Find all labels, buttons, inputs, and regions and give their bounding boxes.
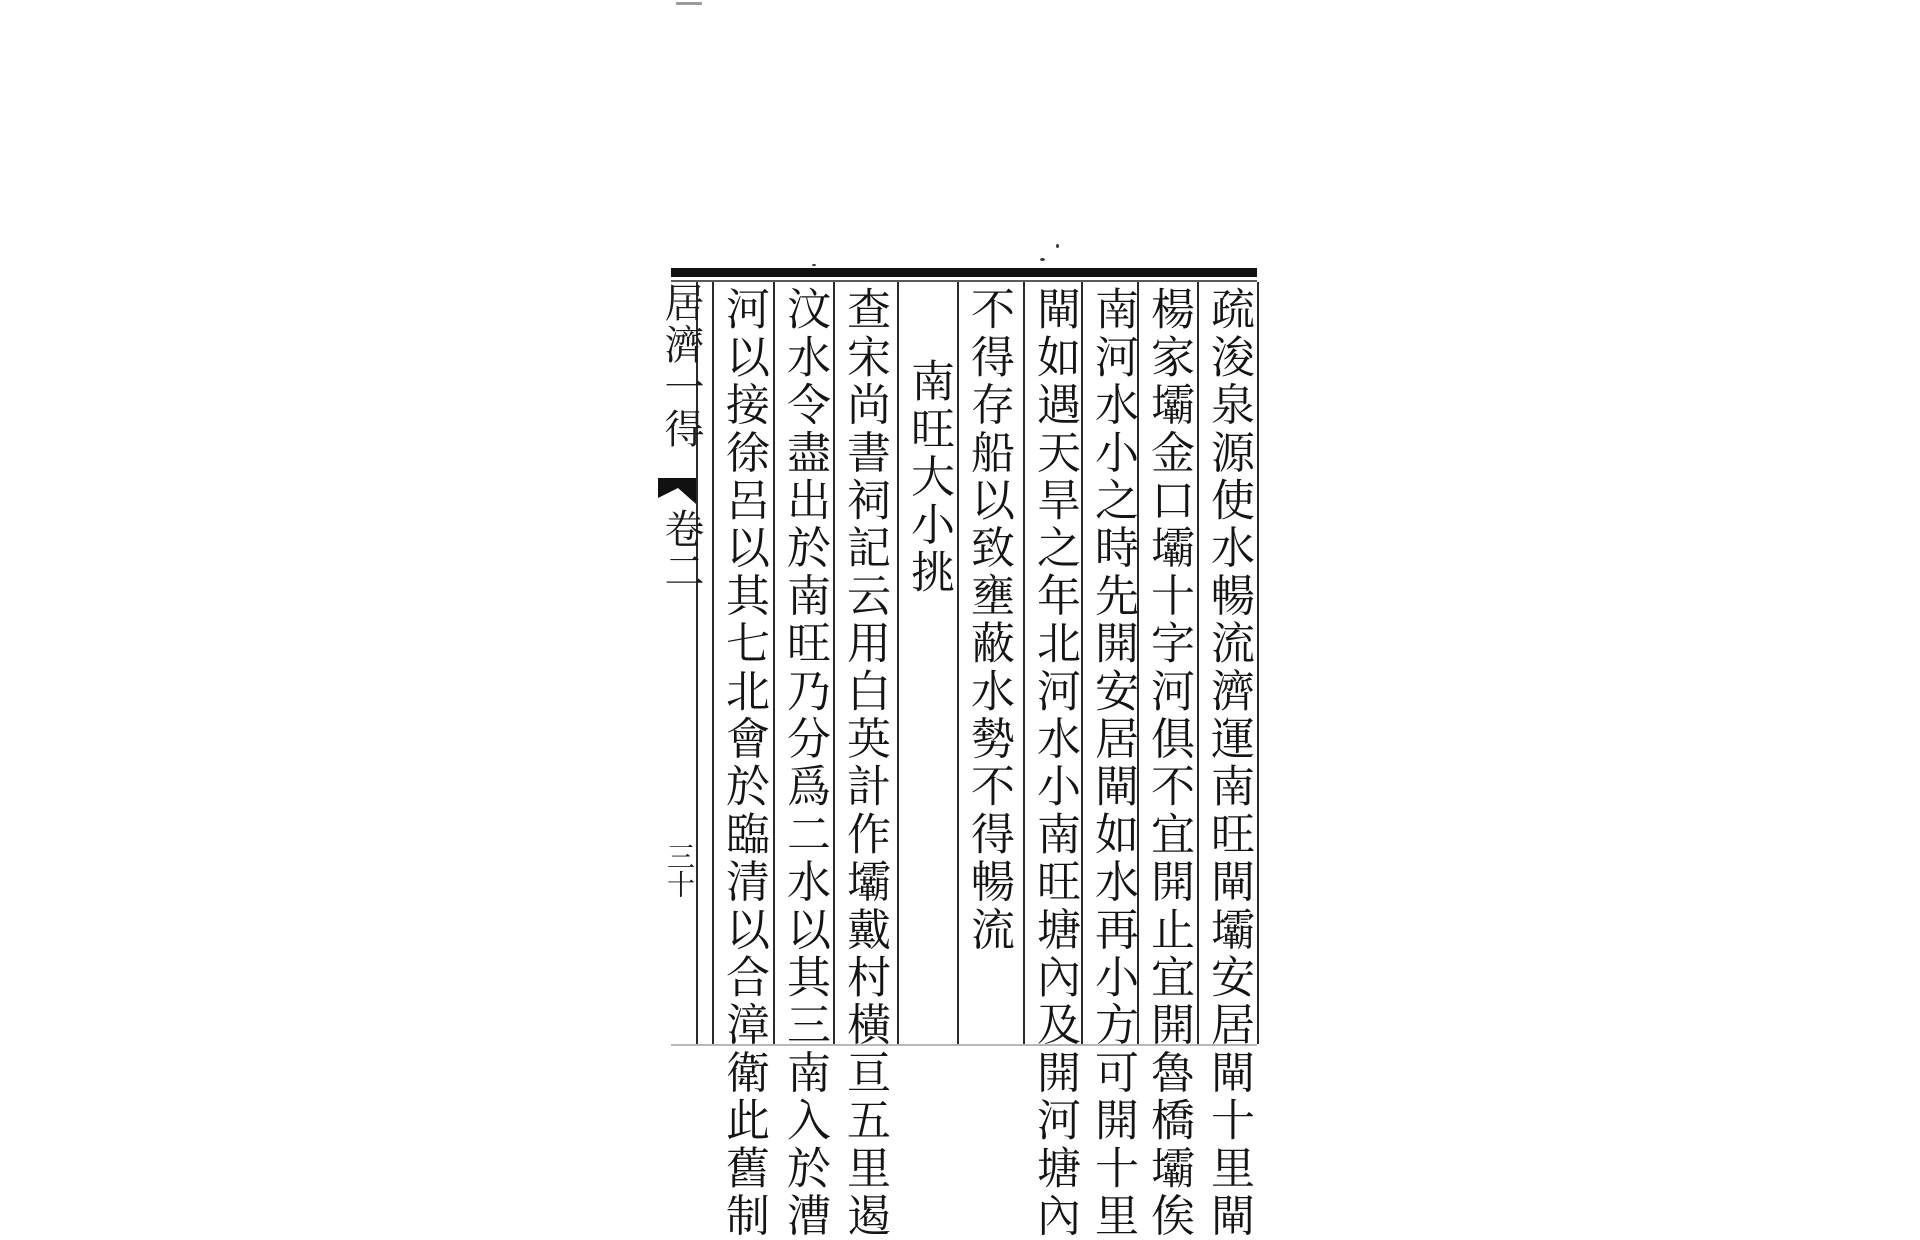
section-heading-column [899,286,957,1038]
column-divider [1257,282,1259,1044]
scan-speck [812,264,816,266]
text-column-5 [959,286,1017,1038]
top-border-rule [671,268,1257,277]
scan-speck [676,2,702,5]
top-border-rule-inner [671,280,1257,282]
folio-number: 三十 [663,842,696,898]
volume-gutter [658,508,704,628]
text-column-2 [1139,286,1197,1240]
text-column-8 [775,286,833,1240]
column-text: 楊家壩金口壩十字河俱不宜開止宜開魯橋壩俟 [1143,286,1194,1240]
text-column-1 [1199,286,1257,1240]
scan-speck [1056,244,1059,248]
column-text: 不得存船以致壅蔽水勢不得暢流 [963,286,1014,954]
column-text: 河以接徐呂以其七北會於臨清以合漳衛此舊制 [718,286,769,1240]
fish-tail-icon [658,478,696,504]
column-text: 閘如遇天旱之年北河水小南旺塘內及開河塘內 [1029,286,1080,1240]
column-text: 南河水小之時先開安居閘如水再小方可開十里 [1087,286,1138,1240]
text-column-3 [1083,286,1141,1240]
section-heading: 南旺大小挑 [903,358,954,597]
text-column-9 [714,286,772,1240]
text-column-4 [1025,286,1083,1240]
column-text: 汶水令盡出於南旺乃分爲二水以其三南入於漕 [779,286,830,1240]
column-text: 疏浚泉源使水暢流濟運南旺閘壩安居閘十里閘 [1203,286,1254,1240]
volume-number: 卷二 [658,508,704,592]
page-gutter [658,282,704,1044]
text-column-7 [835,286,893,1240]
book-title: 居濟一得 [658,282,704,450]
scan-speck [1040,258,1045,261]
column-text: 查宋尚書祠記云用白英計作壩戴村橫亘五里遏 [839,286,890,1240]
